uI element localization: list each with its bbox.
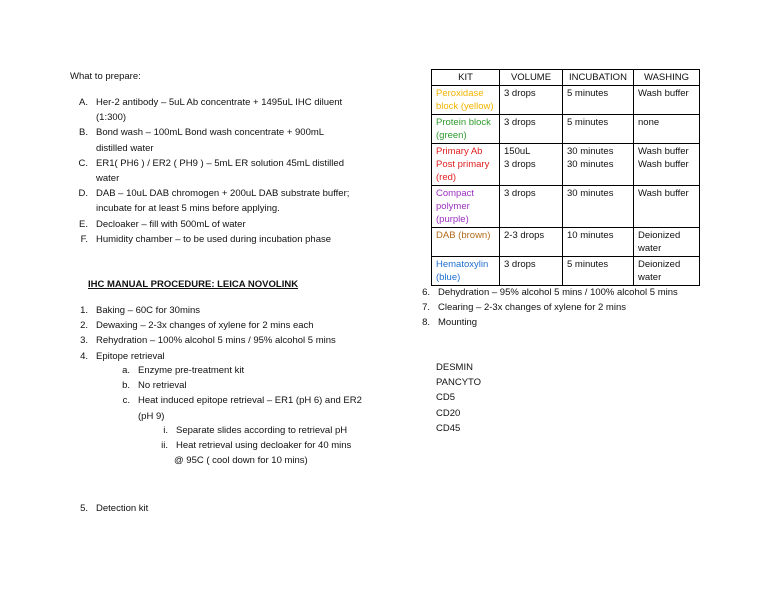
marker-item: PANCYTO [436, 377, 482, 389]
kit-cell: Peroxidase block (yellow) [432, 86, 500, 115]
marker-item: CD20 [436, 407, 461, 419]
header-kit: KIT [432, 70, 500, 86]
kit-cell: Hematoxylin (blue) [432, 257, 500, 286]
procedure-step: 2. Dewaxing – 2-3x changes of xylene for 2 mins each [80, 320, 314, 332]
heat-list [154, 423, 351, 469]
prepare-item-e: E. Decloaker – fill with 500mL of water [79, 218, 246, 230]
header-incubation: INCUBATION [563, 70, 634, 86]
prepare-item-b: B. Bond wash – 100mL Bond wash concentrate + 900mL distilled water [79, 127, 325, 154]
header-washing: WASHING [634, 70, 700, 86]
kit-table-row [432, 228, 700, 257]
washing-cell: Wash buffer [634, 186, 700, 228]
volume-cell: 150uL 3 drops [500, 144, 563, 186]
retrieval-list [116, 363, 362, 424]
antibody-markers [436, 360, 481, 436]
kit-table-row [432, 144, 700, 186]
procedure-step: 4. Epitope retrieval [80, 350, 165, 362]
procedure-step: 7. Clearing – 2-3x changes of xylene for 2 mins [422, 302, 626, 314]
incubation-cell: 10 minutes [563, 228, 634, 257]
prepare-item-a: A. Her-2 antibody – 5uL Ab concentrate + 1495uL IHC diluent (1:300) [79, 97, 343, 124]
procedure-step: 3. Rehydration – 100% alcohol 5 mins / 95% alcohol 5 mins [80, 335, 336, 347]
prepare-item-d: D. DAB – 10uL DAB chromogen + 200uL DAB substrate buffer; incubate for at least 5 mins before applying. [78, 188, 350, 215]
kit-cell: Primary Ab Post primary (red) [432, 144, 500, 186]
heat-item: i. Separate slides according to retrieval pH [163, 425, 348, 436]
washing-cell: Wash buffer Wash buffer [634, 144, 700, 186]
kit-cell: Protein block (green) [432, 115, 500, 144]
kit-table-row [432, 186, 700, 228]
procedure-steps [72, 303, 336, 364]
prepare-item-f: F. Humidity chamber – to be used during incubation phase [80, 233, 332, 245]
procedure-step-5: 5. Detection kit [80, 503, 149, 514]
retrieval-item: b. No retrieval [122, 380, 187, 392]
kit-table-header [432, 70, 700, 86]
incubation-cell: 5 minutes [563, 257, 634, 286]
washing-cell: Deionized water [634, 228, 700, 257]
volume-cell: 2-3 drops [500, 228, 563, 257]
volume-cell: 3 drops [500, 86, 563, 115]
marker-item: DESMIN [436, 362, 473, 373]
volume-cell: 3 drops [500, 115, 563, 144]
marker-item: CD5 [436, 392, 456, 404]
heat-item: ii. Heat retrieval using decloaker for 40 mins @ 95C ( cool down for 10 mins) [161, 440, 352, 467]
kit-table-row [432, 257, 700, 286]
prepare-title: What to prepare: [70, 71, 141, 82]
header-volume: VOLUME [500, 70, 563, 86]
kit-cell: DAB (brown) [432, 228, 500, 257]
prepare-item-c: C. ER1( PH6 ) / ER2 ( PH9 ) – 5mL ER solution 45mL distilled water [78, 157, 344, 185]
incubation-cell: 30 minutes 30 minutes [563, 144, 634, 186]
procedure-step: 8. Mounting [422, 317, 478, 329]
washing-cell: Wash buffer [634, 86, 700, 115]
washing-cell: Deionized water [634, 257, 700, 286]
incubation-cell: 5 minutes [563, 115, 634, 144]
prepare-list [72, 95, 349, 247]
procedure-step: 1. Baking – 60C for 30mins [80, 305, 201, 316]
procedure-step: 6. Dehydration – 95% alcohol 5 mins / 100% alcohol 5 mins [422, 287, 678, 298]
incubation-cell: 30 minutes [563, 186, 634, 228]
volume-cell: 3 drops [500, 257, 563, 286]
procedure-title: IHC MANUAL PROCEDURE: LEICA NOVOLINK [88, 279, 299, 290]
volume-cell: 3 drops [500, 186, 563, 228]
kit-table-row [432, 86, 700, 115]
retrieval-item: c. Heat induced epitope retrieval – ER1 (pH 6) and ER2 (pH 9) [122, 395, 362, 422]
later-steps [414, 285, 678, 331]
washing-cell: none [634, 115, 700, 144]
incubation-cell: 5 minutes [563, 86, 634, 115]
kit-table [431, 69, 700, 286]
retrieval-item: a. Enzyme pre-treatment kit [122, 365, 245, 376]
marker-item: CD45 [436, 422, 461, 434]
kit-table-row [432, 115, 700, 144]
kit-cell: Compact polymer (purple) [432, 186, 500, 228]
